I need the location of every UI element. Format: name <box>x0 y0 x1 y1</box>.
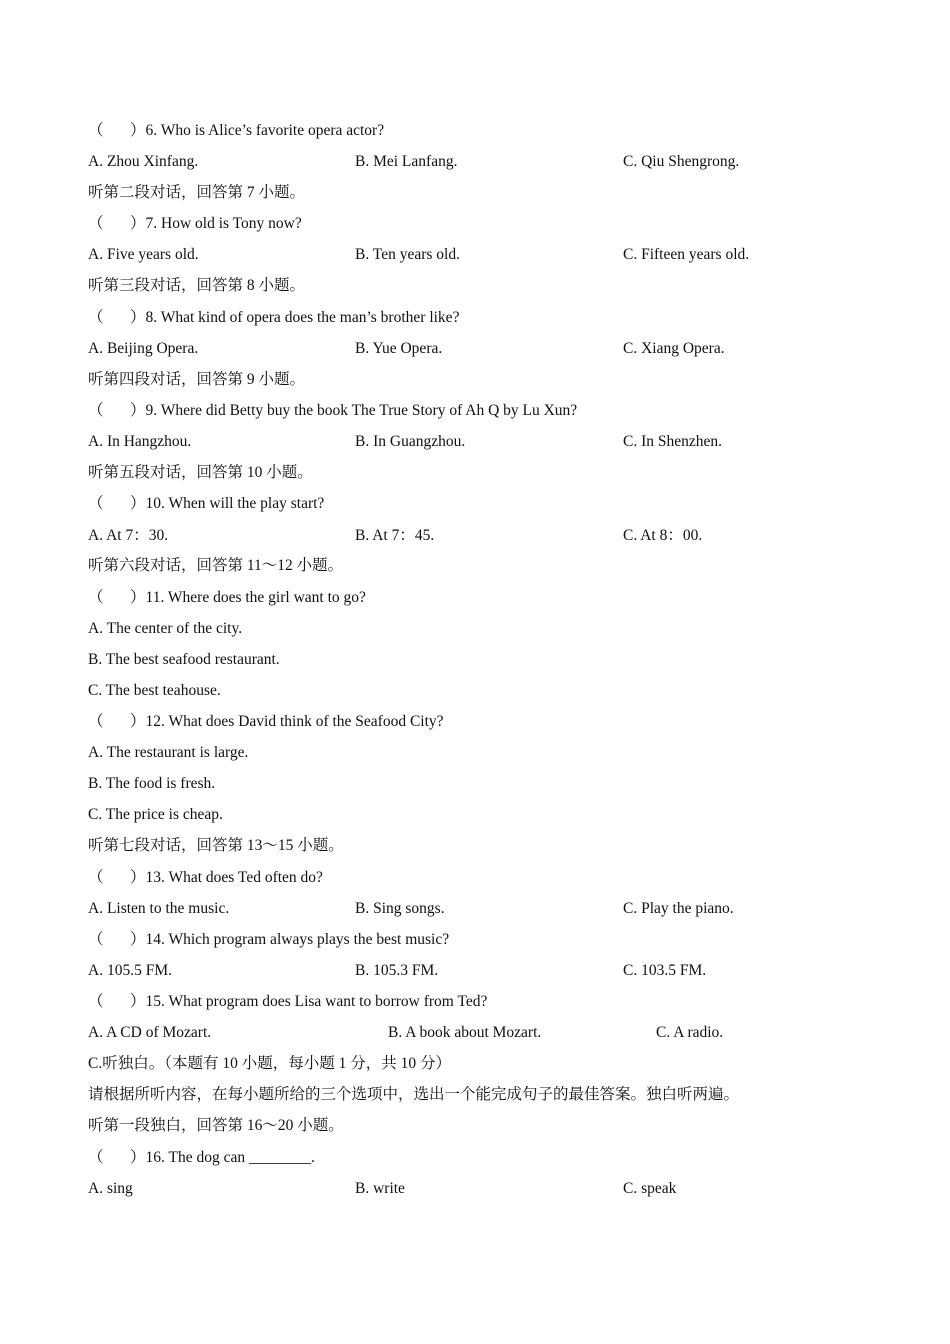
option-c: C. 103.5 FM. <box>623 962 707 979</box>
question-stem: 10. When will the play start? <box>145 495 325 512</box>
question-10 <box>88 493 324 515</box>
section-heading: 听第一段独白，回答第 16～20 小题。 <box>88 1117 344 1134</box>
question-16 <box>88 1147 315 1169</box>
question-stem: 15. What program does Lisa want to borrow from Ted? <box>145 993 488 1010</box>
answer-paren-open: （ <box>88 495 104 512</box>
section-heading: 听第三段对话，回答第 8 小题。 <box>88 277 306 294</box>
answer-paren-open: （ <box>88 869 104 886</box>
question-10-options <box>88 525 703 547</box>
option-b: B. At 7：45. <box>355 527 435 544</box>
option-b: B. Yue Opera. <box>355 340 443 357</box>
option-a: A. Listen to the music. <box>88 900 230 917</box>
option-c: C. Qiu Shengrong. <box>623 153 740 170</box>
section-heading: 听第七段对话，回答第 13～15 小题。 <box>88 837 344 854</box>
option-c: C. Play the piano. <box>623 900 734 917</box>
option-c: C. The price is cheap. <box>88 806 223 823</box>
answer-paren-close: ） <box>130 993 146 1010</box>
answer-paren-close: ） <box>130 215 146 232</box>
answer-paren-open: （ <box>88 309 104 326</box>
answer-paren-close: ） <box>130 122 146 139</box>
option-c: C. speak <box>623 1180 677 1197</box>
answer-paren-open: （ <box>88 402 104 419</box>
question-stem: 11. Where does the girl want to go? <box>145 589 366 606</box>
option-b: B. Sing songs. <box>355 900 445 917</box>
answer-paren-close: ） <box>130 402 146 419</box>
option-b: B. write <box>355 1180 405 1197</box>
question-stem: 7. How old is Tony now? <box>145 215 302 232</box>
question-stem: 13. What does Ted often do? <box>145 869 323 886</box>
answer-paren-open: （ <box>88 931 104 948</box>
option-a: A. Beijing Opera. <box>88 340 199 357</box>
option-c: C. At 8：00. <box>623 527 703 544</box>
option-c: C. Xiang Opera. <box>623 340 725 357</box>
answer-paren-open: （ <box>88 215 104 232</box>
question-6 <box>88 120 384 142</box>
option-a: A. The restaurant is large. <box>88 744 249 761</box>
option-c: C. The best teahouse. <box>88 682 221 699</box>
answer-paren-close: ） <box>130 1149 146 1166</box>
part-c-title: C.听独白。（本题有 10 小题，每小题 1 分，共 10 分） <box>88 1055 451 1072</box>
question-15-options <box>88 1022 724 1044</box>
answer-paren-close: ） <box>130 309 146 326</box>
option-a: A. At 7：30. <box>88 527 169 544</box>
question-9 <box>88 400 577 422</box>
option-b: B. Mei Lanfang. <box>355 153 458 170</box>
option-a: A. sing <box>88 1180 133 1197</box>
question-6-options <box>88 151 740 173</box>
question-14-options <box>88 960 707 982</box>
question-stem: 8. What kind of opera does the man’s brother like? <box>145 309 460 326</box>
section-heading: 听第二段对话，回答第 7 小题。 <box>88 184 306 201</box>
answer-paren-open: （ <box>88 589 104 606</box>
option-b: B. The best seafood restaurant. <box>88 651 280 668</box>
answer-paren-close: ） <box>130 495 146 512</box>
option-b: B. The food is fresh. <box>88 775 216 792</box>
question-stem: 14. Which program always plays the best music? <box>145 931 450 948</box>
question-11 <box>88 587 366 609</box>
question-stem: 9. Where did Betty buy the book The True Story of Ah Q by Lu Xun? <box>145 402 578 419</box>
question-8 <box>88 307 459 329</box>
question-13-options <box>88 898 734 920</box>
option-a: A. The center of the city. <box>88 620 243 637</box>
option-b: B. Ten years old. <box>355 246 460 263</box>
option-a: A. 105.5 FM. <box>88 962 172 979</box>
answer-paren-open: （ <box>88 122 104 139</box>
question-16-options <box>88 1178 677 1200</box>
answer-paren-open: （ <box>88 993 104 1010</box>
answer-paren-close: ） <box>130 589 146 606</box>
question-12 <box>88 711 444 733</box>
question-stem: 16. The dog can ________. <box>145 1149 315 1166</box>
answer-paren-open: （ <box>88 1149 104 1166</box>
question-13 <box>88 867 323 889</box>
option-b: B. In Guangzhou. <box>355 433 466 450</box>
question-7-options <box>88 244 750 266</box>
option-a: A. Zhou Xinfang. <box>88 153 199 170</box>
question-stem: 12. What does David think of the Seafood City? <box>145 713 444 730</box>
question-9-options <box>88 431 723 453</box>
section-heading: 听第六段对话，回答第 11～12 小题。 <box>88 557 344 574</box>
option-b: B. 105.3 FM. <box>355 962 439 979</box>
answer-paren-close: ） <box>130 713 146 730</box>
option-c: C. Fifteen years old. <box>623 246 750 263</box>
question-stem: 6. Who is Alice’s favorite opera actor? <box>145 122 385 139</box>
option-a: A. Five years old. <box>88 246 199 263</box>
answer-paren-open: （ <box>88 713 104 730</box>
part-c-instruction: 请根据所听内容，在每小题所给的三个选项中，选出一个能完成句子的最佳答案。独白听两遍。 <box>88 1086 740 1103</box>
option-a: A. A CD of Mozart. <box>88 1024 212 1041</box>
option-c: C. In Shenzhen. <box>623 433 723 450</box>
question-15 <box>88 991 487 1013</box>
section-heading: 听第四段对话，回答第 9 小题。 <box>88 371 306 388</box>
question-8-options <box>88 338 725 360</box>
question-14 <box>88 929 449 951</box>
answer-paren-close: ） <box>130 931 146 948</box>
section-heading: 听第五段对话，回答第 10 小题。 <box>88 464 313 481</box>
option-a: A. In Hangzhou. <box>88 433 192 450</box>
answer-paren-close: ） <box>130 869 146 886</box>
option-b: B. A book about Mozart. <box>388 1024 542 1041</box>
option-c: C. A radio. <box>656 1024 724 1041</box>
question-7 <box>88 213 302 235</box>
